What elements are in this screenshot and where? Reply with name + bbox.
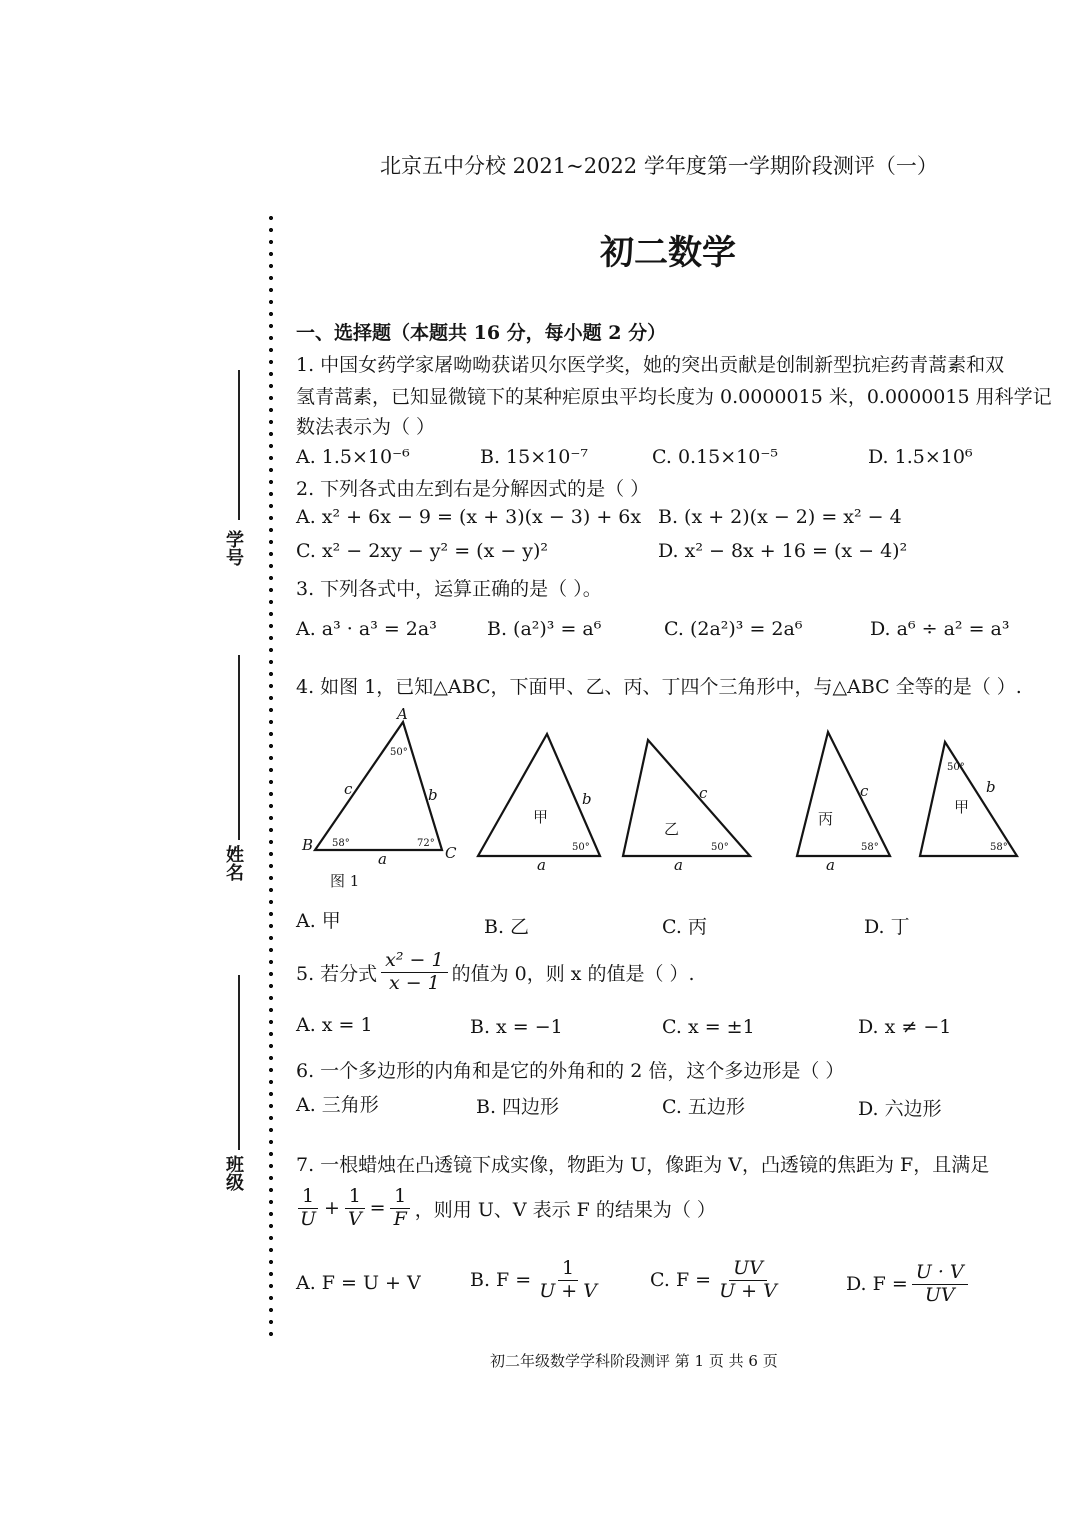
- ding-angle-1: 50°: [947, 762, 965, 773]
- yi-side-a: a: [674, 856, 683, 874]
- q7-tail: ，则用 U、V 表示 F 的结果为（ ）: [414, 1198, 716, 1221]
- class-line: [238, 975, 240, 1150]
- abc-angle-b: 58°: [332, 838, 350, 849]
- q4-option-b: B. 乙: [484, 916, 530, 938]
- abc-side-b: b: [428, 786, 438, 804]
- bing-angle: 58°: [861, 842, 879, 853]
- student-id-line: [238, 370, 240, 520]
- q3-option-b: B. (a²)³ = a⁶: [487, 618, 602, 640]
- q7-option-c-label: C. F =: [650, 1269, 712, 1292]
- q7-frac-1u-den: U: [300, 1207, 317, 1230]
- q7-frac-1u: [296, 1186, 320, 1231]
- ding-angle-2: 58°: [990, 842, 1008, 853]
- q6-option-a: A. 三角形: [296, 1094, 379, 1116]
- q4-stem: 4. 如图 1，已知△ABC，下面甲、乙、丙、丁四个三角形中，与△ABC 全等的是（ ）.: [296, 676, 1022, 698]
- q7-line1: 7. 一根蜡烛在凸透镜下成实像，物距为 U，像距为 V，凸透镜的焦距为 F，且满足: [296, 1154, 990, 1176]
- q1-line3: 数法表示为（ ）: [296, 416, 436, 438]
- triangle-abc: [315, 722, 442, 850]
- page-footer: 初二年级数学学科阶段测评 第 1 页 共 6 页: [490, 1352, 778, 1370]
- abc-angle-a: 50°: [390, 747, 408, 758]
- q7-frac-1v-num: 1: [345, 1186, 365, 1209]
- abc-side-c: c: [344, 780, 353, 798]
- q7-option-b-den: U + V: [539, 1279, 597, 1302]
- name-label: 姓名: [223, 845, 244, 881]
- yi-angle: 50°: [711, 842, 729, 853]
- q6-stem: 6. 一个多边形的内角和是它的外角和的 2 倍，这个多边形是（ ）: [296, 1060, 845, 1082]
- jia-angle: 50°: [572, 842, 590, 853]
- q7-frac-1u-num: 1: [298, 1186, 318, 1209]
- q7-option-b: [470, 1258, 605, 1303]
- q7-frac-1f-den: F: [393, 1207, 407, 1230]
- q7-option-d-frac: [912, 1262, 968, 1307]
- q7-option-b-num: 1: [558, 1258, 578, 1281]
- q2-option-c: C. x² − 2xy − y² = (x − y)²: [296, 540, 549, 562]
- q7-option-d-label: D. F =: [846, 1273, 908, 1296]
- q3-option-c: C. (2a²)³ = 2a⁶: [664, 618, 803, 640]
- bing-name: 丙: [818, 810, 834, 828]
- q7-option-c-den: U + V: [719, 1279, 777, 1302]
- page-title: 初二数学: [600, 233, 736, 273]
- abc-side-a: a: [378, 850, 387, 868]
- q1-option-d: D. 1.5×10⁶: [868, 446, 973, 468]
- q1-option-a: A. 1.5×10⁻⁶: [296, 446, 410, 468]
- q2-option-b: B. (x + 2)(x − 2) = x² − 4: [658, 506, 902, 528]
- q1-line1: 1. 中国女药学家屠呦呦获诺贝尔医学奖，她的突出贡献是创制新型抗疟药青蒿素和双: [296, 354, 1005, 376]
- q7-equals: =: [369, 1197, 386, 1220]
- q3-stem: 3. 下列各式中，运算正确的是（ ）。: [296, 578, 602, 600]
- q7-option-d-num: U · V: [912, 1262, 968, 1285]
- abc-angle-c: 72°: [417, 838, 435, 849]
- q7-option-d-den: UV: [924, 1283, 955, 1306]
- q7-option-c-num: UV: [729, 1258, 767, 1281]
- yi-name: 乙: [664, 820, 680, 838]
- q7-frac-1v-den: V: [347, 1207, 362, 1230]
- q7-plus: +: [324, 1197, 340, 1220]
- ding-name: 甲: [954, 798, 970, 816]
- q5-fraction: [381, 950, 447, 995]
- q6-option-c: C. 五边形: [662, 1096, 745, 1118]
- class-label: 班级: [223, 1155, 244, 1191]
- q7-frac-1f: [390, 1186, 411, 1231]
- q7-option-a: A. F = U + V: [296, 1272, 421, 1294]
- abc-label-c: C: [445, 844, 457, 862]
- q6-option-d: D. 六边形: [858, 1098, 942, 1120]
- q7-equation: [292, 1186, 716, 1231]
- q5-option-b: B. x = −1: [470, 1016, 563, 1038]
- q5-option-d: D. x ≠ −1: [858, 1016, 952, 1038]
- q4-option-a: A. 甲: [296, 910, 341, 932]
- jia-name: 甲: [533, 808, 549, 826]
- q4-option-d: D. 丁: [864, 916, 910, 938]
- q5-option-c: C. x = ±1: [662, 1016, 755, 1038]
- bing-side-c: c: [860, 782, 869, 800]
- q3-option-a: A. a³ · a³ = 2a³: [296, 618, 437, 640]
- q7-option-c-frac: [715, 1258, 781, 1303]
- exam-header: 北京五中分校 2021~2022 学年度第一学期阶段测评（一）: [380, 154, 938, 178]
- q1-line2: 氢青蒿素，已知显微镜下的某种疟原虫平均长度为 0.0000015 米，0.0000015 用科学记: [296, 386, 1052, 408]
- q7-option-b-label: B. F =: [470, 1269, 532, 1292]
- name-line: [238, 655, 240, 840]
- abc-label-a: A: [397, 705, 408, 723]
- q7-option-c: [650, 1258, 785, 1303]
- q4-figure: [290, 700, 1040, 900]
- q2-stem: 2. 下列各式由左到右是分解因式的是（ ）: [296, 478, 650, 500]
- abc-label-b: B: [302, 836, 314, 854]
- q2-option-a: A. x² + 6x − 9 = (x + 3)(x − 3) + 6x: [296, 506, 642, 528]
- q7-option-b-frac: [535, 1258, 601, 1303]
- q7-option-d: [846, 1262, 972, 1307]
- binding-dotted-line: [268, 212, 274, 1340]
- q1-option-c: C. 0.15×10⁻⁵: [652, 446, 778, 468]
- q5-fraction-num: x² − 1: [381, 950, 447, 973]
- q1-option-b: B. 15×10⁻⁷: [480, 446, 588, 468]
- q5-pre: 5. 若分式: [296, 962, 378, 985]
- q5-post: 的值为 0，则 x 的值是（ ）.: [451, 962, 695, 985]
- figure-caption: 图 1: [330, 872, 360, 890]
- triangle-yi: [623, 740, 750, 856]
- q3-option-d: D. a⁶ ÷ a² = a³: [870, 618, 1010, 640]
- q5-stem: [296, 950, 695, 995]
- q2-option-d: D. x² − 8x + 16 = (x − 4)²: [658, 540, 908, 562]
- q7-frac-1f-num: 1: [390, 1186, 410, 1209]
- q5-option-a: A. x = 1: [296, 1014, 373, 1036]
- bing-side-a: a: [826, 856, 835, 874]
- triangle-bing: [797, 732, 890, 856]
- student-id-label: 学号: [223, 530, 244, 566]
- q7-frac-1v: [344, 1186, 366, 1231]
- q5-fraction-den: x − 1: [388, 971, 440, 994]
- q4-option-c: C. 丙: [662, 916, 707, 938]
- ding-side-b: b: [986, 778, 996, 796]
- yi-side-c: c: [699, 784, 708, 802]
- section-heading: 一、选择题（本题共 16 分，每小题 2 分）: [296, 322, 667, 344]
- jia-side-b: b: [582, 790, 592, 808]
- jia-side-a: a: [537, 856, 546, 874]
- q6-option-b: B. 四边形: [476, 1096, 560, 1118]
